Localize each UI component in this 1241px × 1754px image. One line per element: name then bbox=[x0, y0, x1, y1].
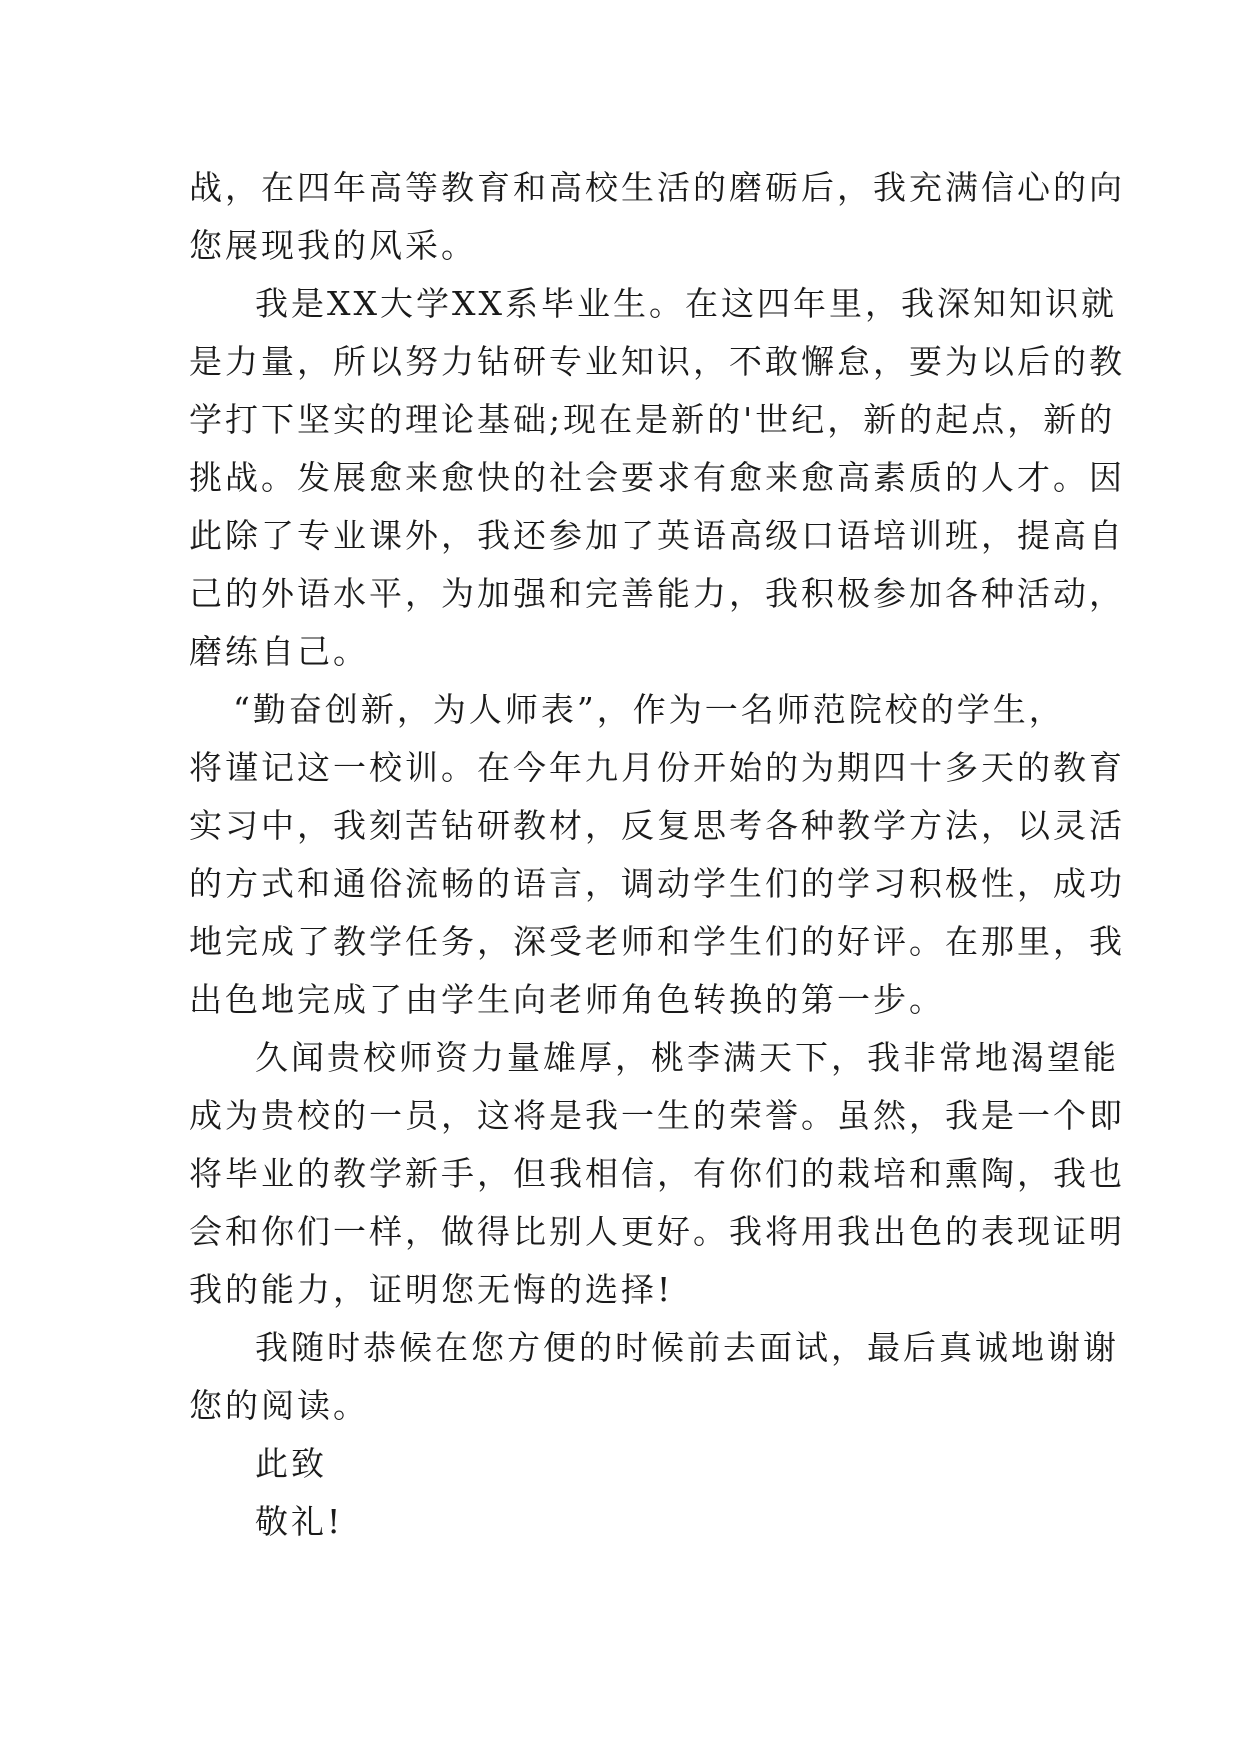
text-line: 出色地完成了由学生向老师角色转换的第一步。 bbox=[189, 980, 945, 1019]
text-line: 将谨记这一校训。在今年九月份开始的为期四十多天的教育 bbox=[189, 748, 1125, 787]
text-line: 是力量，所以努力钻研专业知识，不敢懈怠，要为以后的教 bbox=[189, 342, 1125, 381]
letter-body bbox=[189, 159, 1125, 1551]
text-line: “勤奋创新，为人师表”，作为一名师范院校的学生， bbox=[233, 690, 1065, 729]
text-line: 己的外语水平，为加强和完善能力，我积极参加各种活动， bbox=[189, 574, 1125, 613]
text-line: 我随时恭候在您方便的时候前去面试，最后真诚地谢谢 bbox=[255, 1328, 1119, 1367]
closing-salutation: 此致 bbox=[255, 1444, 327, 1483]
text-line: 此除了专业课外，我还参加了英语高级口语培训班，提高自 bbox=[189, 516, 1125, 555]
text-line: 实习中，我刻苦钻研教材，反复思考各种教学方法，以灵活 bbox=[189, 806, 1125, 845]
text-line: 学打下坚实的理论基础;现在是新的'世纪，新的起点，新的 bbox=[189, 400, 1116, 439]
text-line: 战，在四年高等教育和高校生活的磨砺后，我充满信心的向 bbox=[189, 168, 1125, 207]
text-line: 我是XX大学XX系毕业生。在这四年里，我深知知识就 bbox=[255, 284, 1117, 323]
text-line: 我的能力，证明您无悔的选择! bbox=[189, 1270, 674, 1309]
text-line: 的方式和通俗流畅的语言，调动学生们的学习积极性，成功 bbox=[189, 864, 1125, 903]
text-line: 会和你们一样，做得比别人更好。我将用我出色的表现证明 bbox=[189, 1212, 1125, 1251]
closing-regards: 敬礼! bbox=[255, 1502, 344, 1541]
text-line: 您展现我的风采。 bbox=[189, 226, 477, 265]
text-line: 地完成了教学任务，深受老师和学生们的好评。在那里，我 bbox=[189, 922, 1125, 961]
text-line: 挑战。发展愈来愈快的社会要求有愈来愈高素质的人才。因 bbox=[189, 458, 1125, 497]
text-line: 成为贵校的一员，这将是我一生的荣誉。虽然，我是一个即 bbox=[189, 1096, 1125, 1135]
text-line: 久闻贵校师资力量雄厚，桃李满天下，我非常地渴望能 bbox=[255, 1038, 1119, 1077]
text-line: 磨练自己。 bbox=[189, 632, 369, 671]
text-line: 您的阅读。 bbox=[189, 1386, 369, 1425]
text-line: 将毕业的教学新手，但我相信，有你们的栽培和熏陶，我也 bbox=[189, 1154, 1125, 1193]
